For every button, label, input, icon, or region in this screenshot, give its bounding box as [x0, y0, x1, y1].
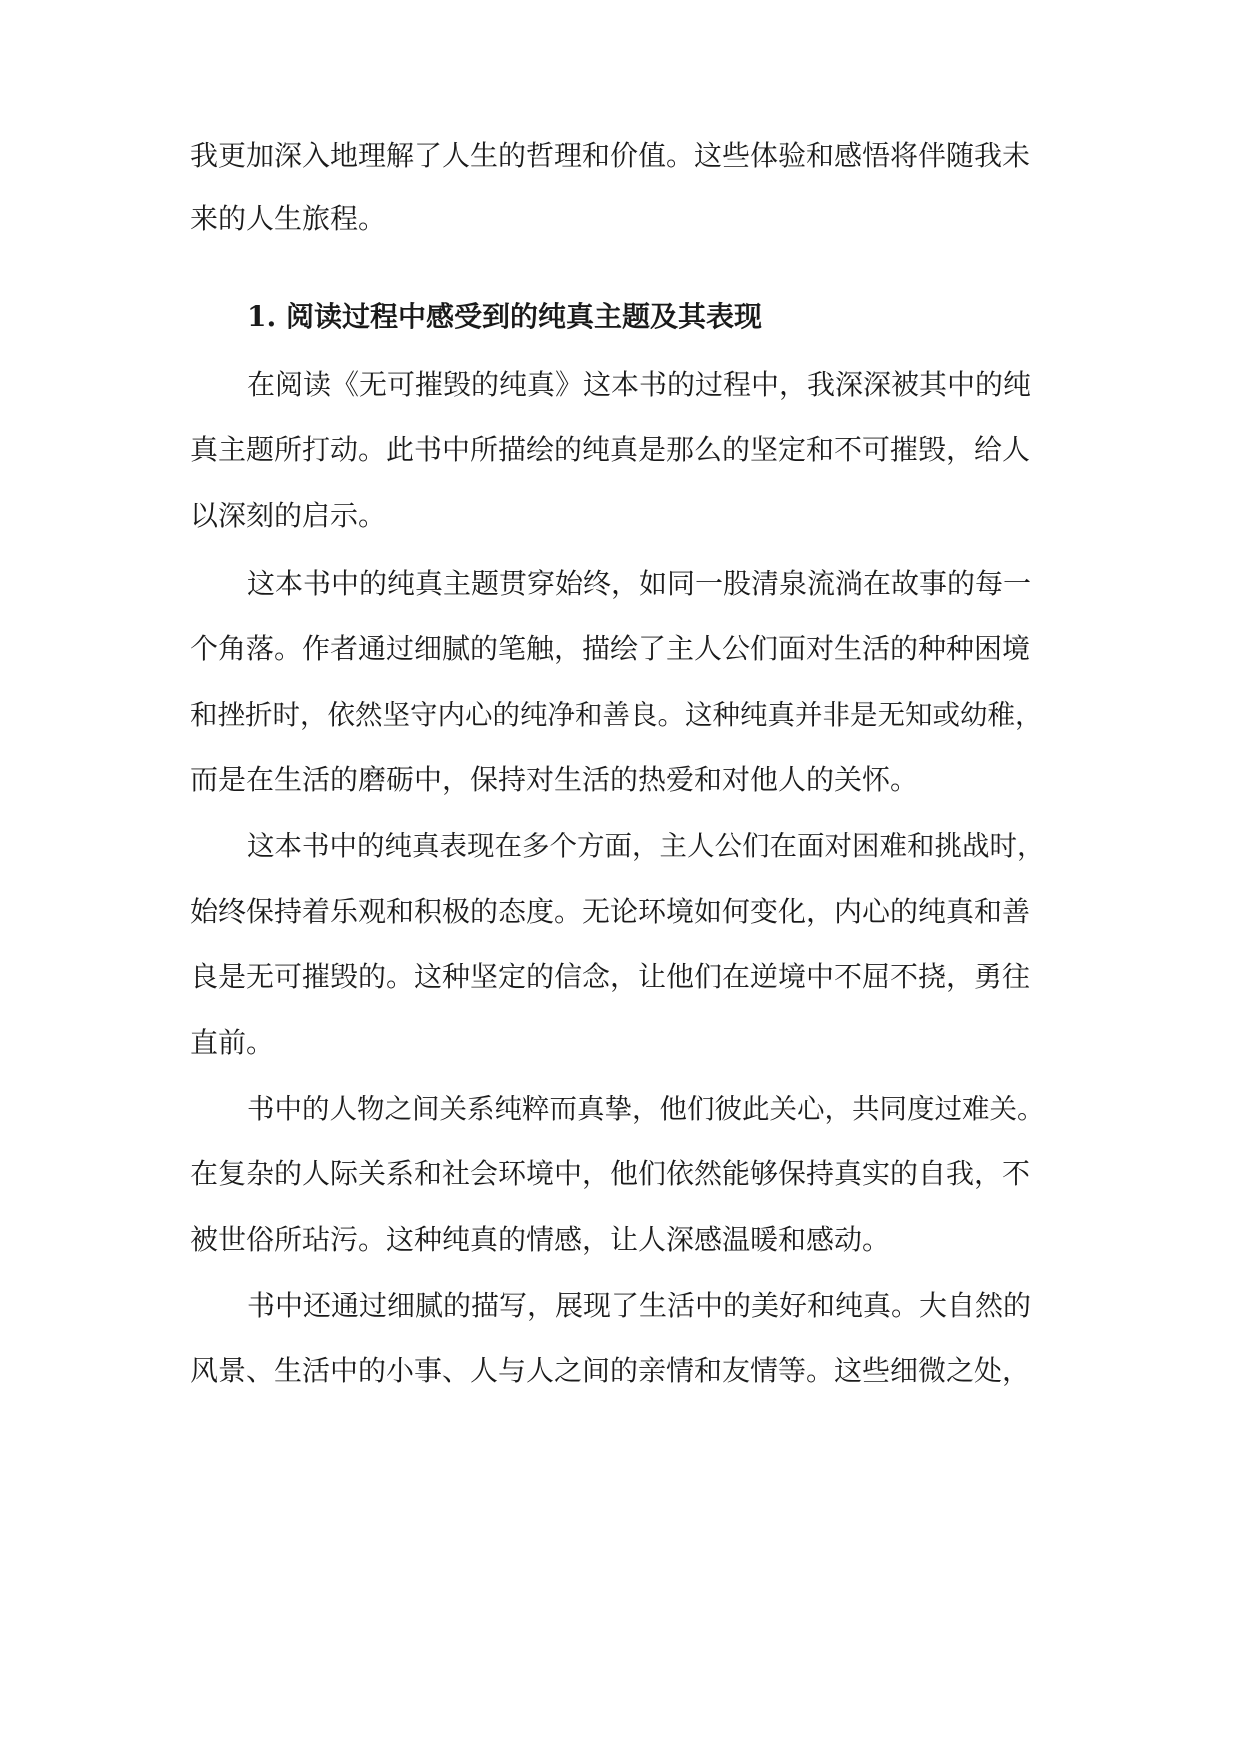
paragraph-first-line: 书中还通过细腻的描写，展现了生活中的美好和纯真。大自然的 — [247, 1289, 1032, 1322]
body-text-line: 以深刻的启示。 — [190, 499, 387, 532]
paragraph-first-line: 书中的人物之间关系纯粹而真挚，他们彼此关心，共同度过难关。 — [247, 1093, 1045, 1125]
body-text-line: 直前。 — [190, 1026, 275, 1059]
body-text-line: 真主题所打动。此书中所描绘的纯真是那么的坚定和不可摧毁，给人 — [190, 433, 1031, 466]
body-text-line: 良是无可摧毁的。这种坚定的信念，让他们在逆境中不屈不挠，勇往 — [190, 960, 1031, 993]
paragraph-first-line: 这本书中的纯真表现在多个方面，主人公们在面对困难和挑战时， — [247, 830, 1045, 862]
body-text-line: 被世俗所玷污。这种纯真的情感，让人深感温暖和感动。 — [190, 1223, 891, 1256]
paragraph-first-line: 这本书中的纯真主题贯穿始终，如同一股清泉流淌在故事的每一 — [247, 567, 1032, 600]
paragraph-first-line: 在阅读《无可摧毁的纯真》这本书的过程中，我深深被其中的纯 — [247, 368, 1032, 401]
body-text-line: 和挫折时，依然坚守内心的纯净和善良。这种纯真并非是无知或幼稚， — [190, 699, 1043, 731]
body-text-line: 而是在生活的磨砺中，保持对生活的热爱和对他人的关怀。 — [190, 763, 919, 796]
body-text-line: 来的人生旅程。 — [190, 202, 387, 235]
section-heading: 1. 阅读过程中感受到的纯真主题及其表现 — [247, 300, 762, 333]
body-text-line: 个角落。作者通过细腻的笔触，描绘了主人公们面对生活的种种困境 — [190, 632, 1031, 665]
body-text-line: 我更加深入地理解了人生的哲理和价值。这些体验和感悟将伴随我未 — [190, 139, 1031, 172]
body-text-line: 风景、生活中的小事、人与人之间的亲情和友情等。这些细微之处， — [190, 1354, 1031, 1387]
body-text-line: 始终保持着乐观和积极的态度。无论环境如何变化，内心的纯真和善 — [190, 895, 1031, 928]
body-text-line: 在复杂的人际关系和社会环境中，他们依然能够保持真实的自我，不 — [190, 1157, 1031, 1190]
